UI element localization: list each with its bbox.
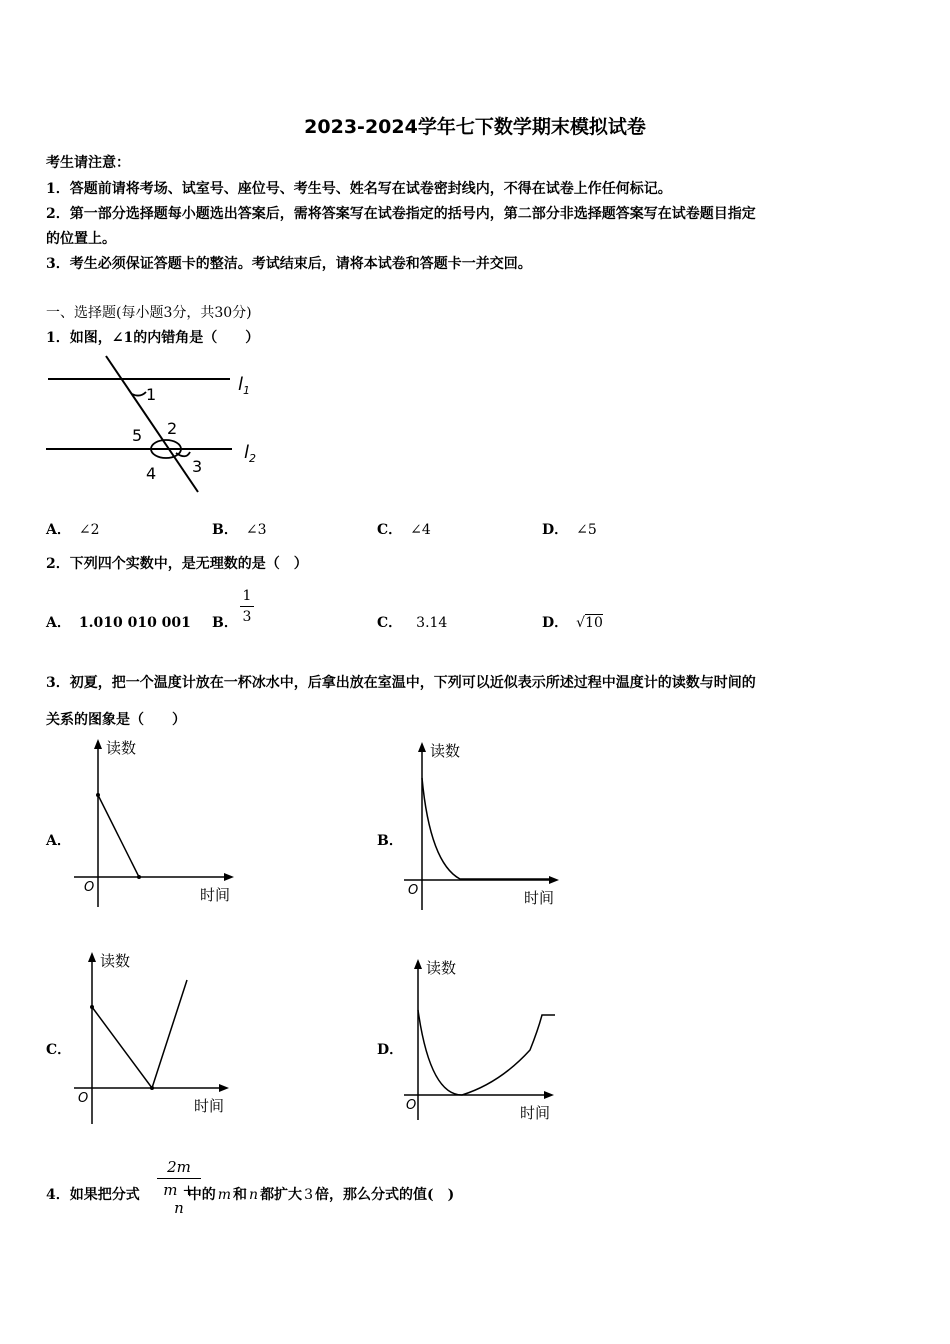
label-l1: $l_1$ (238, 374, 251, 397)
notice-heading: 考生请注意： (46, 155, 130, 171)
q1-option-d[interactable]: D． ∠5 (542, 522, 597, 538)
q4-fraction: 2m m + n (157, 1158, 201, 1217)
notice-item: 3．考生必须保证答题卡的整洁。考试结束后，请将本试卷和答题卡一并交回。 (46, 256, 532, 272)
q3-graph-c (70, 948, 240, 1128)
question-4-stem: 4．如果把分式 中的 m 和 n 都扩大 3 倍，那么分式的值( ) (46, 1187, 455, 1203)
svg-text:O: O (84, 880, 95, 895)
svg-text:时间: 时间 (200, 886, 231, 904)
q3-option-a[interactable]: A． (46, 833, 71, 849)
notice-item: 1．答题前请将考场、试室号、座位号、考生号、姓名写在试卷密封线内，不得在试卷上作任何标记。 (46, 181, 672, 197)
label-angle-3: 3 (192, 457, 203, 476)
svg-text:读数: 读数 (100, 952, 131, 970)
angle-1-arc (132, 392, 146, 396)
curve-b (422, 778, 550, 879)
question-2-stem: 2．下列四个实数中，是无理数的是（ ） (46, 556, 308, 572)
svg-text:读数: 读数 (430, 742, 461, 760)
angle-3-arc (176, 452, 190, 456)
q3-graph-a (70, 735, 240, 915)
svg-text:时间: 时间 (524, 889, 555, 907)
q3-option-d[interactable]: D． (377, 1042, 404, 1058)
q1-option-c[interactable]: C． ∠4 (377, 522, 431, 538)
q2-option-a[interactable]: A． 1.010 010 001 (46, 615, 191, 631)
page-title: 2023-2024学年七下数学期末模拟试卷 (304, 116, 646, 138)
svg-text:读数: 读数 (426, 959, 457, 977)
q2-option-d[interactable]: D． √10 (542, 615, 603, 631)
q2-option-b[interactable]: B． (212, 615, 238, 631)
label-angle-5: 5 (132, 426, 143, 445)
svg-text:时间: 时间 (520, 1104, 551, 1122)
curve-d (418, 1010, 555, 1095)
notice-item: 2．第一部分选择题每小题选出答案后，需将答案写在试卷指定的括号内，第二部分非选择题答案写在试卷题目指定 (46, 206, 756, 222)
notice-item: 的位置上。 (46, 231, 116, 247)
q2-option-c[interactable]: C． 3.14 (377, 615, 448, 631)
q1-figure (40, 352, 270, 502)
curve-c (92, 980, 187, 1088)
label-angle-1: 1 (146, 385, 157, 404)
q3-option-b[interactable]: B． (377, 833, 403, 849)
q3-graph-b (400, 738, 570, 918)
svg-text:O: O (408, 883, 419, 898)
question-1-stem: 1．如图，∠1的内错角是（ ） (46, 330, 260, 346)
svg-text:O: O (406, 1098, 417, 1113)
svg-text:O: O (78, 1091, 89, 1106)
question-3-stem-line2: 关系的图象是（ ） (46, 712, 186, 728)
q3-graph-d (400, 955, 570, 1135)
question-3-stem-line1: 3．初夏，把一个温度计放在一杯冰水中，后拿出放在室温中，下列可以近似表示所述过程中温度计的读数与时间的 (46, 675, 756, 691)
q1-option-b[interactable]: B． ∠3 (212, 522, 267, 538)
q1-option-a[interactable]: A． ∠2 (46, 522, 100, 538)
section-heading: 一、选择题(每小题3分，共30分) (46, 305, 252, 321)
label-l2: $l_2$ (244, 442, 257, 465)
svg-text:时间: 时间 (194, 1097, 225, 1115)
label-angle-2: 2 (167, 419, 178, 438)
q2-fraction-one-third: 1 3 (240, 588, 254, 625)
curve-a (98, 795, 139, 877)
svg-text:读数: 读数 (106, 739, 137, 757)
q3-option-c[interactable]: C． (46, 1042, 72, 1058)
label-angle-4: 4 (146, 464, 157, 483)
sqrt-sign: √ (576, 615, 586, 631)
